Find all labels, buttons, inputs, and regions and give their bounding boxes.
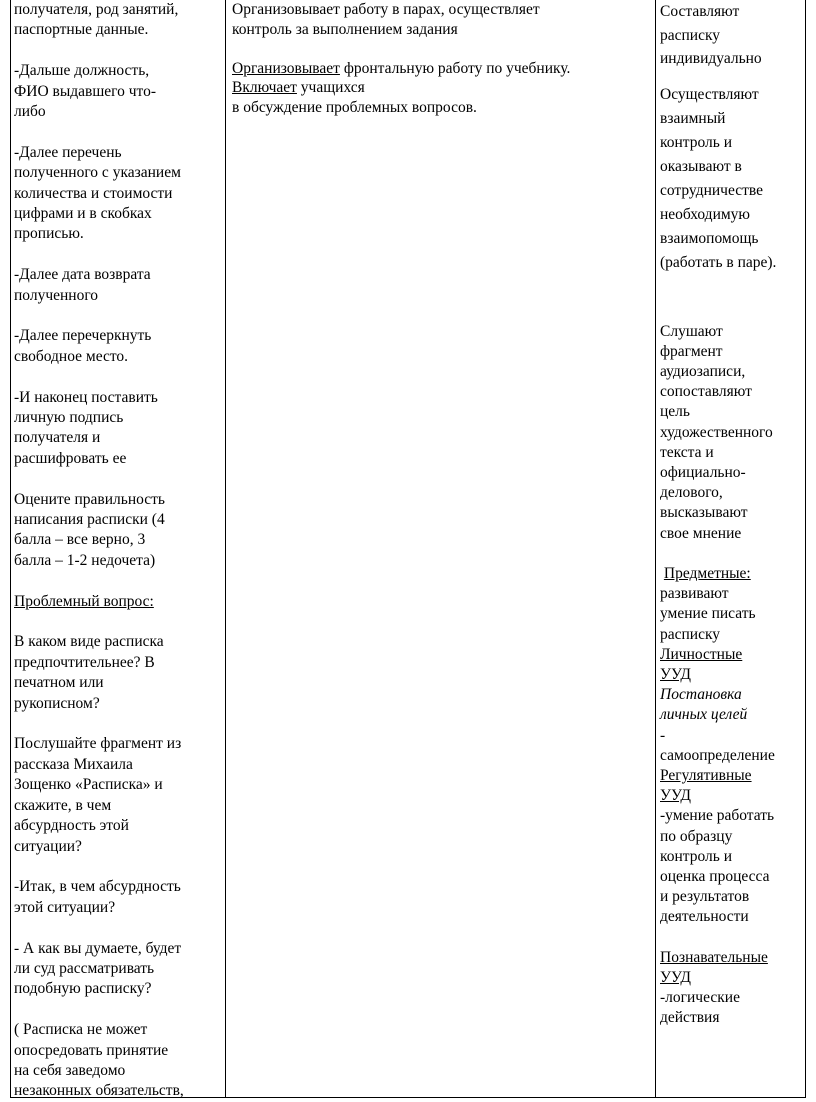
text-line: скажите, в чем xyxy=(14,796,112,814)
text-line: паспортные данные. xyxy=(14,21,149,39)
text-line: свободное место. xyxy=(14,347,129,365)
text-line: действия xyxy=(660,1009,720,1027)
subject-outcomes-heading: Предметные: xyxy=(663,564,751,582)
text-line: рукописном? xyxy=(14,694,100,712)
text-line: прописью. xyxy=(14,225,84,243)
text-line: самоопределение xyxy=(660,746,775,764)
text-line: ( Расписка не может xyxy=(14,1021,148,1039)
text-line: Послушайте фрагмент из xyxy=(14,735,182,753)
text-line: написания расписки (4 xyxy=(14,511,165,529)
lesson-table xyxy=(10,0,806,1098)
text-line: оказывают в xyxy=(660,157,742,175)
text-line: высказывают xyxy=(660,504,748,522)
text-line: на себя заведомо xyxy=(14,1061,126,1079)
personal-uud-heading: Личностные xyxy=(660,645,743,663)
text-line: Осуществляют xyxy=(660,85,759,103)
text-line: умение писать xyxy=(660,605,756,623)
text-line: -Дальше должность, xyxy=(14,62,150,80)
text-line: - А как вы думаете, будет xyxy=(14,939,182,957)
text-line: взаимопомощь xyxy=(660,229,759,247)
text-line: незаконных обязательств, xyxy=(14,1082,184,1100)
text-line: личных целей xyxy=(660,706,748,724)
text-line: официально- xyxy=(660,463,746,481)
text-line: опосредовать принятие xyxy=(14,1041,169,1059)
text-line: полученного xyxy=(14,286,99,304)
text-line: количества и стоимости xyxy=(14,184,173,202)
text-line: цифрами и в скобках xyxy=(14,205,152,223)
text-line: ли суд рассматривать xyxy=(14,959,155,977)
text-line: балла – все верно, 3 xyxy=(14,531,146,549)
text-line: расписку xyxy=(660,625,721,643)
text-line: аудиозаписи, xyxy=(660,362,746,380)
text-line: либо xyxy=(14,103,46,121)
text-line: цель xyxy=(660,403,690,421)
text-line: контроль за выполнением задания xyxy=(232,20,458,38)
text-line: расписку xyxy=(660,26,721,44)
text-line: балла – 1-2 недочета) xyxy=(14,551,156,569)
text-line: контроль и xyxy=(660,133,733,151)
text-line: Слушают xyxy=(660,322,723,340)
text-line: индивидуально xyxy=(660,50,762,67)
column-divider-1 xyxy=(225,0,226,1098)
text-line: Зощенко «Расписка» и xyxy=(14,776,163,794)
text-line: -И наконец поставить xyxy=(14,388,158,406)
text-line: в обсуждение проблемных вопросов. xyxy=(232,98,477,116)
text-line: этой ситуации? xyxy=(14,898,116,916)
text-line: - xyxy=(660,726,666,744)
text-span: учащихся xyxy=(296,79,365,96)
column-2-content xyxy=(232,0,662,117)
underlined-verb: Включает xyxy=(232,79,297,96)
text-line: полученного с указанием xyxy=(14,164,181,182)
text-line: расшифровать ее xyxy=(14,449,127,467)
text-line: получателя, род занятий, xyxy=(14,1,179,18)
text-line: подобную расписку? xyxy=(14,980,152,998)
underlined-verb: Организовывает xyxy=(232,59,340,77)
regulatory-uud-heading: Регулятивные xyxy=(660,766,752,784)
text-line: деятельности xyxy=(660,908,749,926)
text-line: -логические xyxy=(660,989,740,1007)
text-line: -Далее перечень xyxy=(14,143,122,161)
column-divider-2 xyxy=(655,0,656,1098)
text-line: художественного xyxy=(660,423,773,441)
text-line: и результатов xyxy=(660,888,750,906)
text-line: -умение работать xyxy=(660,807,775,825)
text-line: ситуации? xyxy=(14,837,82,855)
text-line: Оцените правильность xyxy=(14,490,165,508)
text-line: Постановка xyxy=(660,686,742,704)
text-line: оценка процесса xyxy=(660,867,770,885)
column-1-content xyxy=(14,0,224,1102)
table-border-right xyxy=(805,0,806,1098)
text-line: развивают xyxy=(660,585,729,603)
text-line: взаимный xyxy=(660,109,726,127)
text-line: (работать в паре). xyxy=(660,253,777,271)
text-line: абсурдность этой xyxy=(14,817,129,835)
text-line: сопоставляют xyxy=(660,383,752,401)
text-line: сотрудничестве xyxy=(660,181,764,199)
text-line: -Итак, в чем абсурдность xyxy=(14,878,181,896)
text-line: Составляют xyxy=(660,3,740,20)
text-span: фронтальную работу по учебнику. xyxy=(339,59,571,77)
text-line xyxy=(232,59,662,79)
text-line: предпочтительнее? В xyxy=(14,653,155,671)
column-3-content xyxy=(660,0,804,1029)
text-line: делового, xyxy=(660,484,723,502)
problem-question-heading: Проблемный вопрос: xyxy=(14,592,154,610)
text-line xyxy=(232,78,662,98)
text-line xyxy=(660,564,804,584)
text-line: -Далее дата возврата xyxy=(14,266,151,284)
text-line: Организовывает работу в парах, осуществляет xyxy=(232,1,540,18)
regulatory-uud-heading-2: УУД xyxy=(660,787,691,805)
text-line: свое мнение xyxy=(660,524,742,542)
text-line: получателя и xyxy=(14,429,101,447)
text-line: -Далее перечеркнуть xyxy=(14,327,152,345)
text-line: рассказа Михаила xyxy=(14,755,133,773)
text-line: контроль и xyxy=(660,847,733,865)
cognitive-uud-heading-2: УУД xyxy=(660,968,691,986)
text-line: по образцу xyxy=(660,827,733,845)
table-border-left xyxy=(10,0,11,1098)
cognitive-uud-heading: Познавательные xyxy=(660,948,768,966)
text-line: В каком виде расписка xyxy=(14,633,164,651)
text-line: необходимую xyxy=(660,205,751,223)
text-line: печатном или xyxy=(14,674,104,692)
text-line: фрагмент xyxy=(660,342,723,360)
text-line: личную подпись xyxy=(14,409,124,427)
text-line: текста и xyxy=(660,443,714,461)
personal-uud-heading-2: УУД xyxy=(660,665,691,683)
text-line: ФИО выдавшего что- xyxy=(14,82,157,100)
